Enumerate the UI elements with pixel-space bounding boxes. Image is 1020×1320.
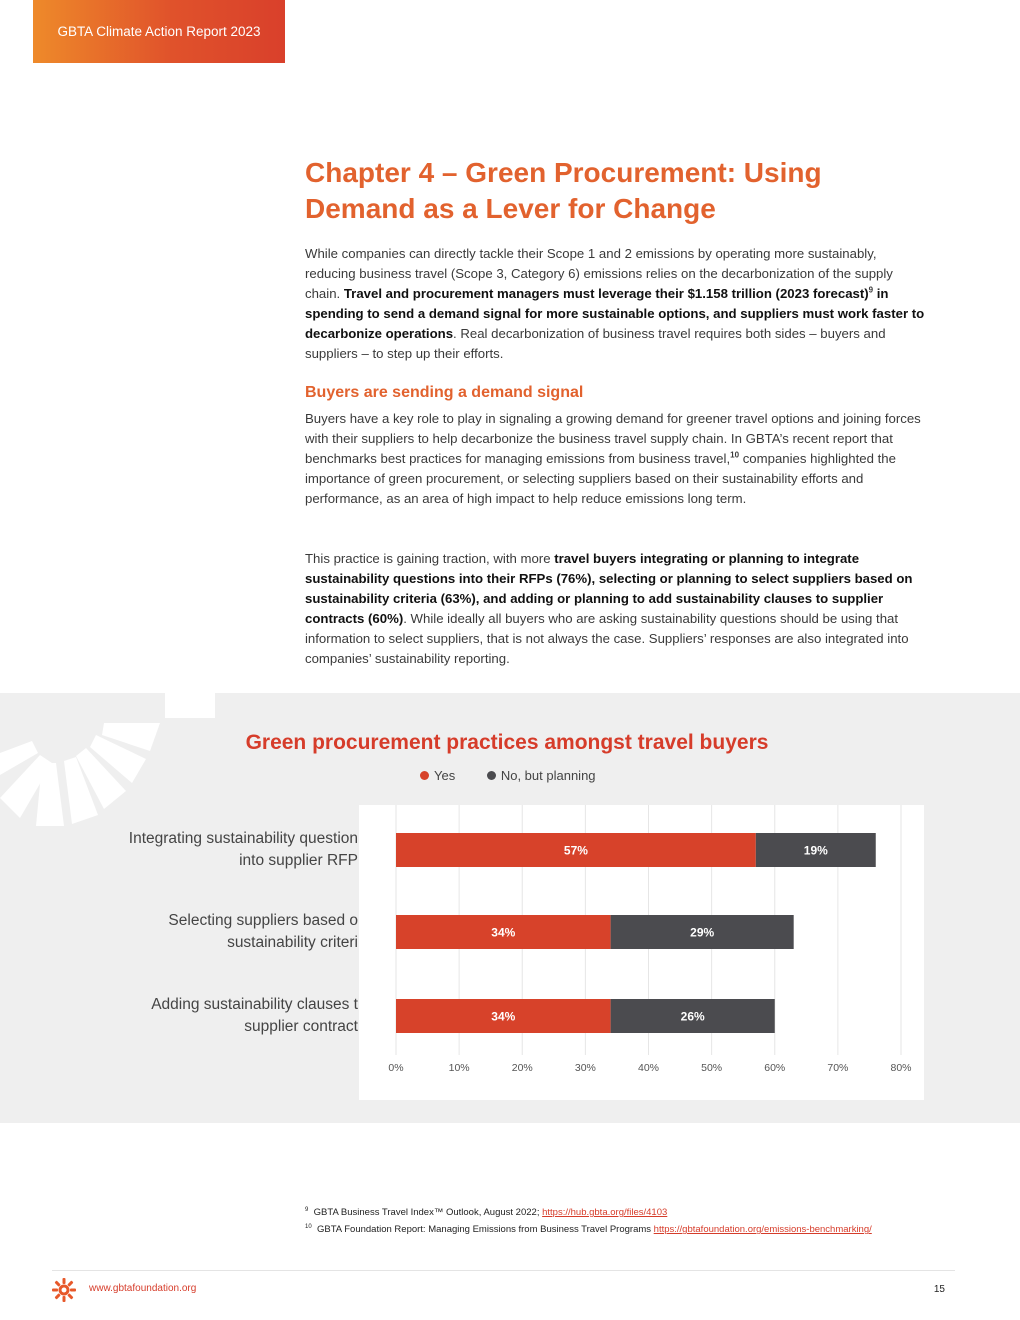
footnote-number: 9	[305, 1207, 309, 1213]
category-label	[58, 828, 358, 872]
traction-start: This practice is gaining traction, with more	[305, 551, 555, 566]
intro-bold-b: in spending to send a demand signal for more sustainable options, and suppliers must work faster to decarbonize operations	[305, 286, 925, 341]
x-tick-label: 60%	[764, 1062, 786, 1074]
footnote-link[interactable]: https://hub.gbta.org/files/4103	[542, 1207, 668, 1219]
category-label	[58, 910, 358, 954]
category-label-line: Integrating sustainability question	[128, 830, 358, 847]
footnote-link[interactable]: https://gbtafoundation.org/emissions-benchmarking/	[653, 1224, 872, 1236]
footnote-text: GBTA Business Travel Index™ Outlook, August 2022;	[313, 1207, 543, 1219]
traction-bold: travel buyers integrating or planning to integrate sustainability questions into their RFPs (76%), selecting or planning to select suppliers based on sustainability criteria (63%), and adding or planning to add sustainability clauses to supplier contracts (60%)	[305, 551, 913, 626]
legend-dot-icon	[487, 771, 496, 780]
legend-label-yes: Yes	[434, 768, 456, 783]
footer-divider	[52, 1270, 955, 1271]
legend-item-planning	[487, 768, 596, 783]
sunburst-decoration-icon	[0, 693, 230, 833]
chart-legend	[420, 768, 624, 783]
category-label	[58, 994, 358, 1038]
buyers-paragraph	[305, 409, 930, 509]
intro-text: While companies can directly tackle their Scope 1 and 2 emissions by operating more sustainably, reducing business travel (Scope 3, Category 6) emissions relies on the decarbonization of the supply chain.	[305, 246, 893, 301]
chart-title: Green procurement practices amongst travel buyers	[245, 731, 769, 754]
legend-item-yes	[420, 768, 455, 783]
bar-data-label: 34%	[491, 1009, 516, 1024]
buyers-text: Buyers have a key role to play in signaling a growing demand for greener travel options and joining forces with their suppliers to help decarbonize the business travel supply chain. In GBTA’s recent report that benchmarks best practices for managing emissions from business travel,	[305, 411, 921, 466]
intro-end: . Real decarbonization of business travel requires both sides – buyers and suppliers – to step up their efforts.	[305, 326, 886, 361]
footnote-text: GBTA Foundation Report: Managing Emissions from Business Travel Programs	[316, 1224, 654, 1236]
chapter-title: Chapter 4 – Green Procurement: Using Demand as a Lever for Change	[305, 157, 822, 224]
bar-chart	[359, 805, 924, 1100]
section-subheading: Buyers are sending a demand signal	[305, 384, 584, 401]
bar-data-label: 57%	[563, 843, 588, 858]
footnote-number: 10	[305, 1224, 312, 1231]
footnote-ref-9: 9	[868, 285, 874, 295]
bar-data-label: 26%	[680, 1009, 705, 1024]
bar-data-label: 19%	[803, 843, 828, 858]
x-tick-label: 40%	[637, 1062, 660, 1074]
bar-data-label: 34%	[491, 925, 516, 940]
report-title-tab	[33, 0, 285, 63]
footnotes	[305, 1203, 872, 1237]
chart-panel	[359, 805, 924, 1100]
page-number: 15	[933, 1284, 945, 1295]
category-label-line: Selecting suppliers based o	[168, 912, 358, 929]
legend-label-planning: No, but planning	[500, 768, 596, 783]
category-label-line: Adding sustainability clauses t	[151, 996, 358, 1013]
x-tick-label: 30%	[574, 1062, 596, 1074]
category-label-line: into supplier RFP	[239, 852, 358, 869]
x-tick-label: 80%	[890, 1062, 912, 1074]
chart-section	[0, 693, 1020, 1123]
footnote-9	[305, 1203, 872, 1220]
gbta-sun-logo-icon	[52, 1278, 76, 1302]
traction-paragraph	[305, 549, 930, 669]
x-tick-label: 50%	[701, 1062, 723, 1074]
x-tick-label: 20%	[511, 1062, 533, 1074]
category-label-line: supplier contract	[244, 1018, 358, 1035]
category-label-line: sustainability criteri	[227, 934, 358, 951]
x-tick-label: 0%	[388, 1062, 404, 1074]
buyers-text-end: companies highlighted the importance of green procurement, or selecting suppliers based on their sustainability efforts and performance, as an area of high impact to help reduce emissions long term.	[305, 451, 896, 506]
legend-dot-icon	[420, 771, 429, 780]
traction-end: . While ideally all buyers who are asking sustainability questions should be using that information to select suppliers, that is not always the case. Suppliers’ responses are also integrated into companies’ sustainability reporting.	[305, 611, 909, 666]
report-title: GBTA Climate Action Report 2023	[57, 24, 261, 39]
footnote-10	[305, 1220, 872, 1237]
x-tick-label: 70%	[827, 1062, 849, 1074]
intro-paragraph	[305, 244, 930, 364]
bar-data-label: 29%	[690, 925, 715, 940]
footnote-ref-10: 10	[730, 450, 740, 460]
intro-bold-a: Travel and procurement managers must leverage their $1.158 trillion (2023 forecast)	[343, 286, 869, 301]
x-tick-label: 10%	[448, 1062, 470, 1074]
footer-url[interactable]: www.gbtafoundation.org	[89, 1283, 197, 1294]
